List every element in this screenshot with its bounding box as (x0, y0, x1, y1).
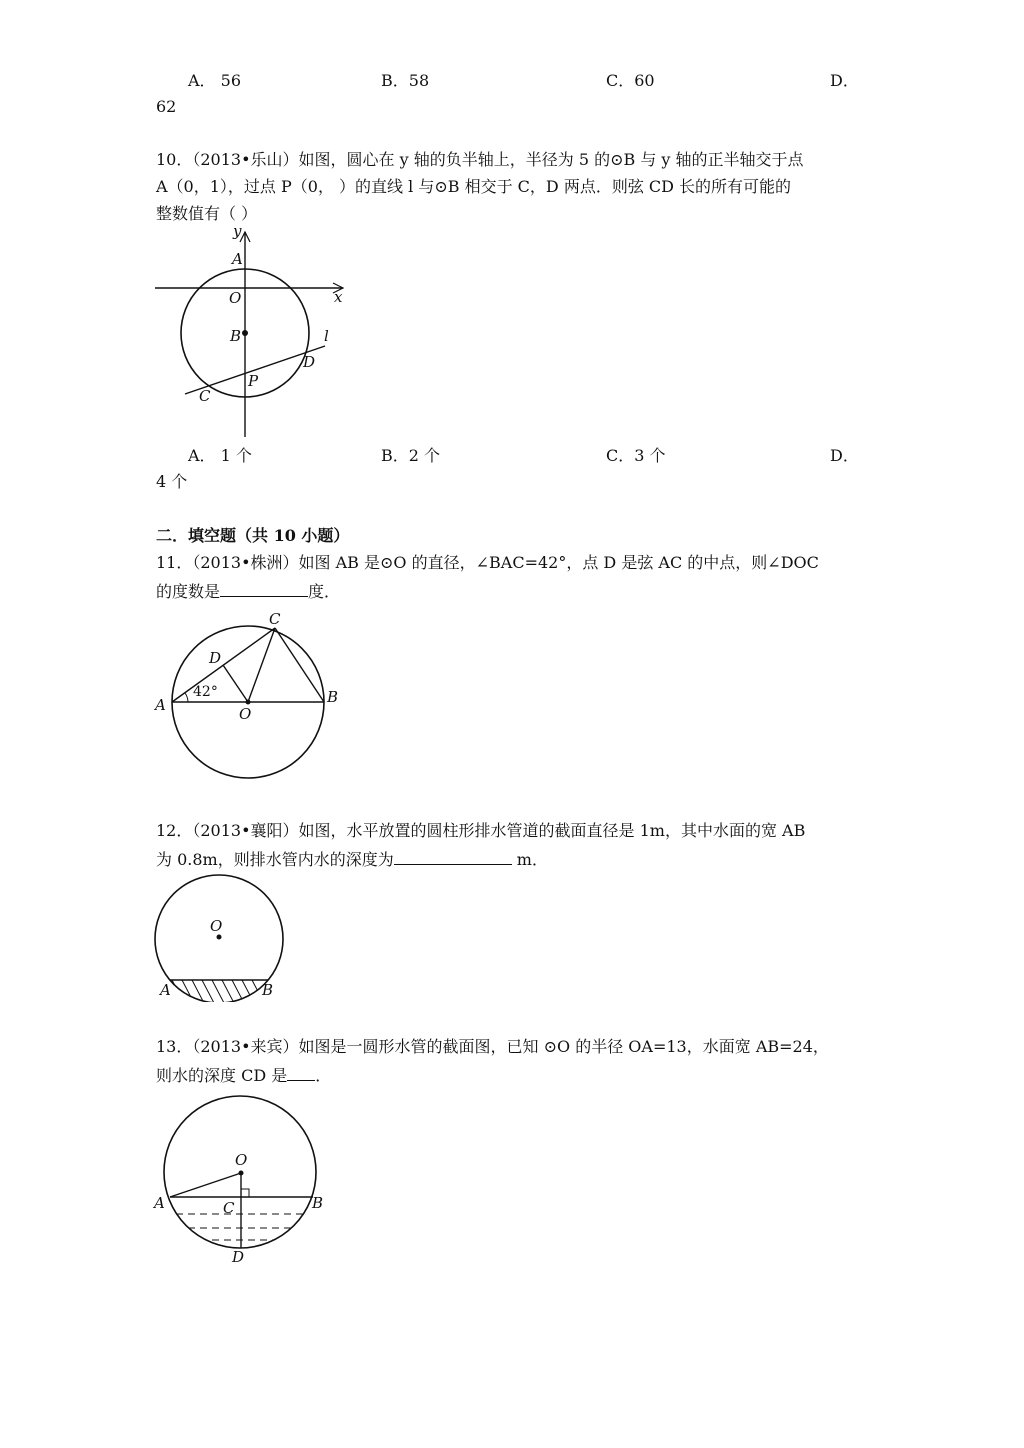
q13-figure (150, 1092, 340, 1270)
label-o: O (235, 1151, 248, 1169)
q10-option-d-value: 4 个 (156, 472, 188, 491)
angle-arc (185, 693, 188, 702)
q9-option-a: A． 56 (188, 71, 242, 90)
label-c: C (199, 387, 211, 405)
q12-line-1: 12．（2013•襄阳）如图，水平放置的圆柱形排水管道的截面直径是 1m，其中水面的宽 AB (156, 821, 806, 840)
q13-line-2 (156, 1064, 331, 1086)
center-b-point (242, 330, 248, 336)
q13-line-1: 13．（2013•来宾）如图是一圆形水管的截面图，已知 ⊙O 的半径 OA=13，水面宽 AB=24， (156, 1037, 829, 1056)
label-y: y (233, 224, 242, 240)
label-d: D (303, 353, 316, 371)
q11-line-2 (156, 580, 340, 602)
label-l: l (324, 327, 329, 345)
label-d: D (232, 1248, 245, 1266)
q12-answer-blank[interactable] (394, 848, 512, 865)
q10-line-3: 整数值有（ ） (156, 204, 258, 223)
segment-od (223, 665, 248, 702)
label-a: A (232, 250, 243, 268)
center-o-point (246, 700, 251, 705)
label-x: x (334, 288, 343, 306)
label-a: A (155, 696, 166, 714)
label-o: O (229, 289, 242, 307)
q9-option-b: B．58 (381, 71, 430, 90)
label-o: O (239, 705, 252, 723)
label-b: B (230, 327, 242, 345)
q9-option-d: D． (830, 71, 859, 90)
label-b: B (262, 981, 274, 999)
label-c: C (223, 1199, 235, 1217)
q12-line-2-unit: m． (511, 850, 548, 869)
chord-cb (275, 628, 324, 702)
label-b: B (327, 688, 339, 706)
q13-answer-blank[interactable] (287, 1064, 315, 1081)
q11-line-2-text: 的度数是 (156, 582, 221, 601)
q9-option-d-value: 62 (156, 97, 177, 116)
label-b: B (312, 1194, 324, 1212)
label-angle: 42° (193, 684, 218, 700)
segment-oa (170, 1173, 241, 1197)
label-a: A (160, 981, 171, 999)
label-d: D (209, 649, 222, 667)
q10-option-c: C．3 个 (606, 446, 666, 465)
center-o-point (239, 1171, 244, 1176)
label-a: A (154, 1194, 165, 1212)
q11-answer-blank[interactable] (220, 580, 308, 597)
segment-oc (248, 628, 275, 702)
q11-figure (150, 606, 350, 784)
q10-figure (150, 224, 360, 442)
q11-line-2-unit: 度． (308, 582, 341, 601)
label-c: C (269, 610, 281, 628)
q10-option-a: A． 1 个 (188, 446, 252, 465)
q13-line-2-unit: ． (315, 1066, 332, 1085)
q10-option-b: B．2 个 (381, 446, 441, 465)
section-heading: 二．填空题（共 10 小题） (156, 526, 350, 545)
q13-line-2-text: 则水的深度 CD 是 (156, 1066, 288, 1085)
q10-option-d: D． (830, 446, 859, 465)
right-angle-icon (241, 1189, 249, 1197)
q12-line-2-text: 为 0.8m，则排水管内水的深度为 (156, 850, 394, 869)
q9-option-c: C．60 (606, 71, 655, 90)
q12-figure (150, 870, 290, 1002)
q10-line-2: A（0，1），过点 P（0， ）的直线 l 与⊙B 相交于 C，D 两点．则弦 CD 长的所有可能的 (156, 177, 792, 196)
q11-line-1: 11．（2013•株洲）如图 AB 是⊙O 的直径，∠BAC=42°，点 D 是弦 AC 的中点，则∠DOC (156, 553, 819, 572)
q10-line-1: 10．（2013•乐山）如图，圆心在 y 轴的负半轴上，半径为 5 的⊙B 与 y 轴的正半轴交于点 (156, 150, 804, 169)
q12-line-2 (156, 848, 548, 870)
water-hatching (172, 980, 264, 1002)
label-p: P (248, 372, 259, 390)
center-o-point (217, 935, 222, 940)
label-o: O (210, 917, 223, 935)
